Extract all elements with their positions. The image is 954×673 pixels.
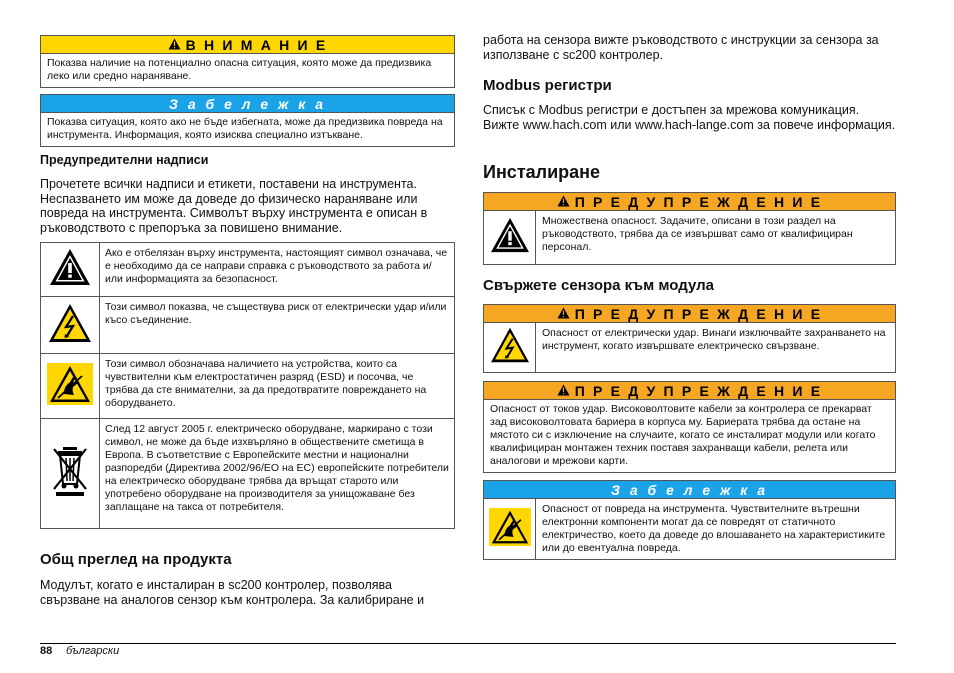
warning-triangle-icon xyxy=(48,274,92,291)
warning-triangle-icon xyxy=(557,306,570,322)
electric-shock-icon xyxy=(47,331,93,348)
symbol-row xyxy=(41,243,455,297)
warning-header: П Р Е Д У П Р Е Ж Д Е Н И Е xyxy=(484,305,895,323)
continued-paragraph: работа на сензора вижте ръководството с инструкции за сензора за използване с sc200 контролер. xyxy=(483,33,879,62)
symbol-row xyxy=(41,419,455,529)
warning-triangle-icon xyxy=(557,194,570,210)
symbol-description: Този символ обозначава наличието на устройства, които са чувствителни към електростатичен разряд (ESD) и посочва, че трябва да сте внимателни, за да предотвратите повреждането на оборудването. xyxy=(100,354,455,419)
electric-shock-icon xyxy=(489,326,531,369)
labels-heading: Предупредителни надписи xyxy=(40,153,209,167)
note-text: Опасност от повреда на инструмента. Чувствителните вътрешни електронни компоненти могат да се повредят от статичното електричество, което да доведе до влошаването на характеристиките или до евентуална повреда. xyxy=(542,503,886,554)
symbol-row xyxy=(41,297,455,354)
warning-triangle-icon xyxy=(557,383,570,399)
warning-triangle-icon xyxy=(489,216,531,259)
symbol-description: След 12 август 2005 г. електрическо оборудване, маркирано с този символ, не може да бъде изхвърляно в обществените сметища в Европа. В съответствие с Европейските местни и национални разпоредби (Директива 2002/96/EO на ЕС) европейските потребители на електрическо оборудване трябва да връщат старото или употребено оборудване на производителя за унищожаване без заплащане на такса от потребителя. xyxy=(100,419,455,529)
symbols-table xyxy=(40,242,455,529)
page-number: 88 xyxy=(40,645,53,657)
overview-heading: Общ преглед на продукта xyxy=(40,551,232,568)
weee-crossed-bin-icon xyxy=(50,485,90,502)
warning-triangle-icon xyxy=(168,37,181,53)
note-box xyxy=(40,94,455,147)
warning-header: П Р Е Д У П Р Е Ж Д Е Н И Е xyxy=(484,193,895,211)
warning-text: Опасност от електрически удар. Винаги изключвайте захранването на инструмент, когато извършвате електрическо свързване. xyxy=(542,327,886,352)
note-box-2 xyxy=(483,480,896,560)
overview-paragraph: Модулът, когато е инсталиран в sc200 контролер, позволява свързване на аналогов сензор към контролера. За калибриране и xyxy=(40,578,425,607)
note-header: З а б е л е ж к а xyxy=(484,481,895,499)
caution-text: Показва наличие на потенциално опасна ситуация, която може да предизвика леко или средно нараняване. xyxy=(47,57,432,82)
symbol-row xyxy=(41,354,455,419)
warning-text: Опасност от токов удар. Високоволтовите кабели за контролера се прекарват зад високоволтовата бариера в корпуса му. Бариерата трябва да остане на мястото си с изключение на случаите, когато се инсталират модули или когато квалифициран монтажен техник поставя захранващи кабели, релета или аналогови и мрежови карти. xyxy=(490,403,876,467)
esd-icon xyxy=(488,507,532,552)
warning-text: Множествена опасност. Задачите, описани в този раздел на ръководството, трябва да се извършват само от квалифициран персонал. xyxy=(542,215,853,253)
footer-language: български xyxy=(66,645,120,657)
caution-box xyxy=(40,35,455,88)
modbus-paragraph: Списък с Modbus регистри е достъпен за мрежова комуникация. Вижте www.hach.com или www.hach-lange.com за повече информация. xyxy=(483,103,896,132)
footer-divider xyxy=(40,643,896,644)
symbol-description: Този символ показва, че съществува риск от електрически удар и/или късо съединение. xyxy=(100,297,455,354)
connect-heading: Свържете сензора към модула xyxy=(483,277,714,294)
install-heading: Инсталиране xyxy=(483,162,601,182)
note-text: Показва ситуация, която ако не бъде избегната, може да предизвика повреда на инструмента. Информация, която изисква специално изтъкване. xyxy=(47,116,443,141)
esd-icon xyxy=(46,393,94,410)
note-header: З а б е л е ж к а xyxy=(41,95,454,113)
symbol-description: Ако е отбелязан върху инструмента, настоящият символ означава, че е необходимо да се направи справка с ръководството за работа и/или информацията за безопасност. xyxy=(100,243,455,297)
modbus-heading: Modbus регистри xyxy=(483,77,612,94)
caution-header: В Н И М А Н И Е xyxy=(41,36,454,54)
labels-paragraph: Прочетете всички надписи и етикети, поставени на инструмента. Неспазването им може да доведе до физическо нараняване или повреда на инструмента. Символът върху инструмента е описан в ръководството с препоръка за повишено внимание. xyxy=(40,177,428,235)
warning-box-1 xyxy=(483,192,896,265)
warning-box-3 xyxy=(483,381,896,473)
warning-box-2 xyxy=(483,304,896,373)
warning-header: П Р Е Д У П Р Е Ж Д Е Н И Е xyxy=(484,382,895,400)
